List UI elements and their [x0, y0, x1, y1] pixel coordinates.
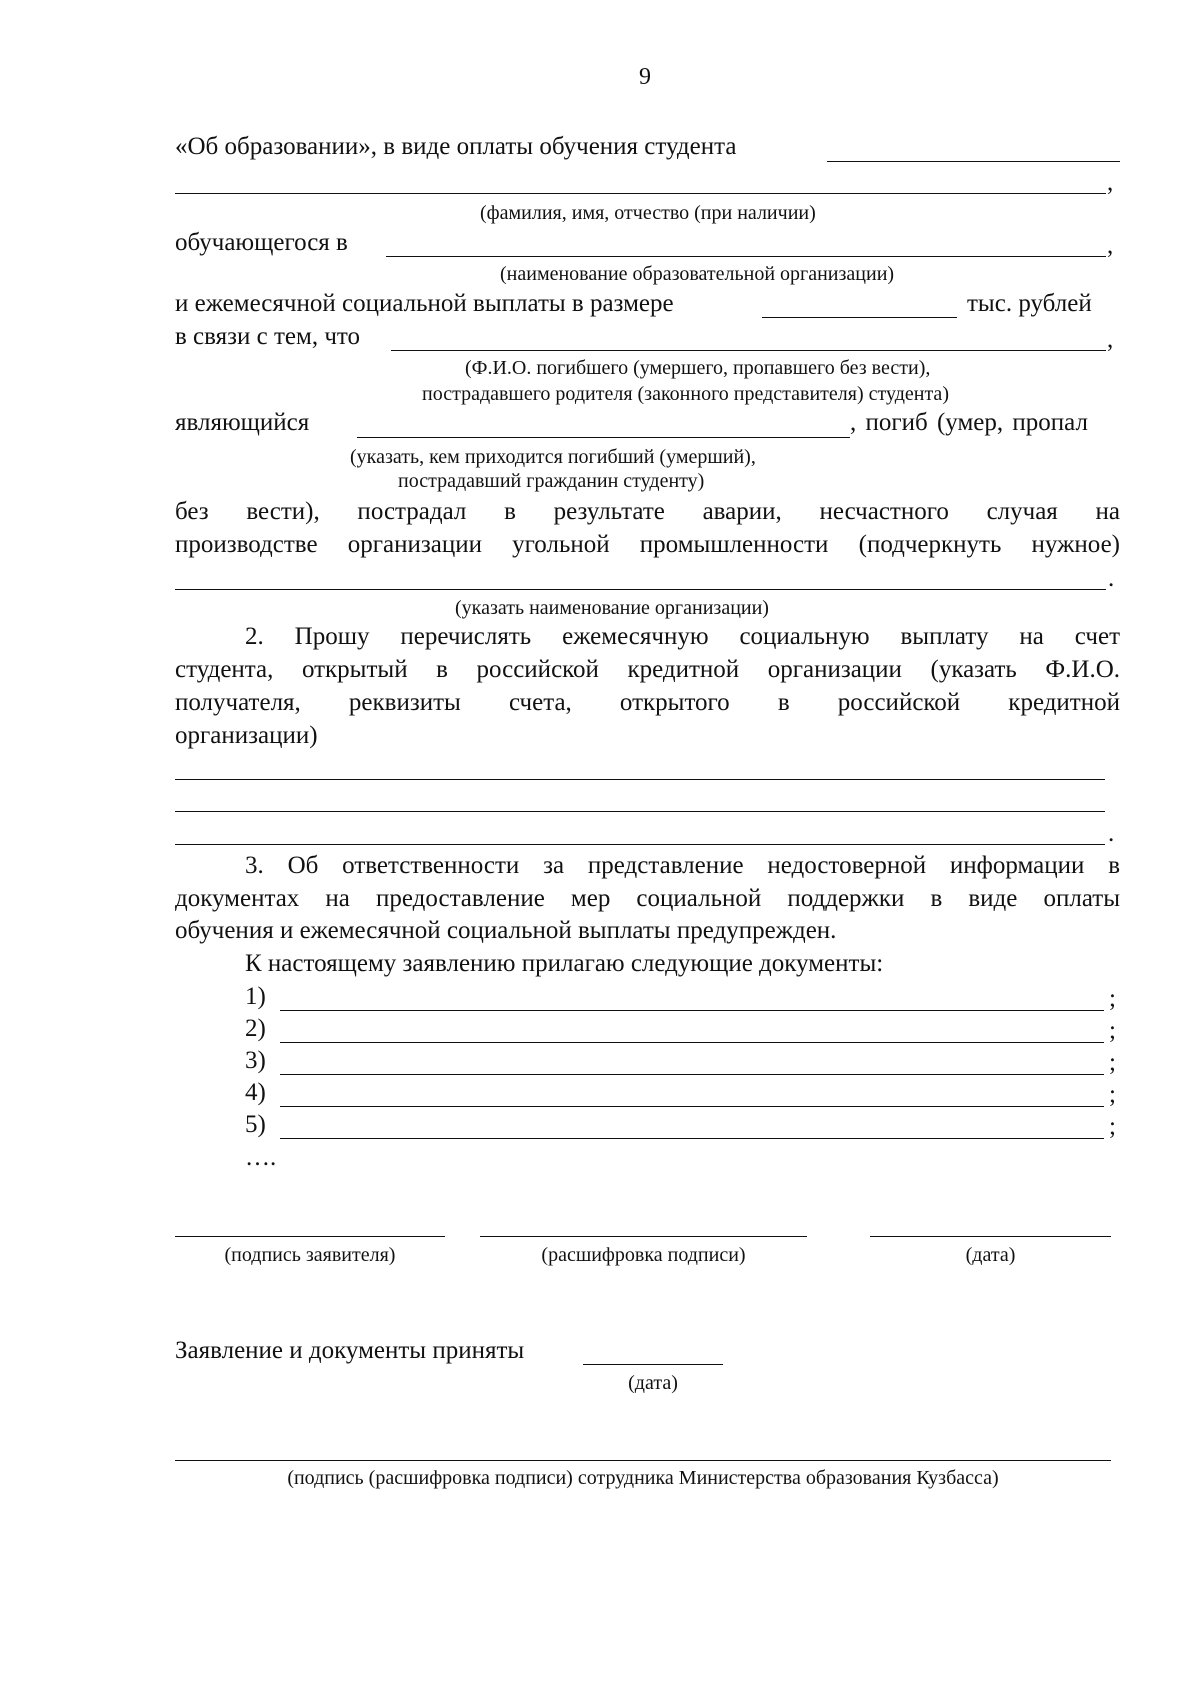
- item2-line-4: организации): [175, 722, 318, 749]
- org-name-field[interactable]: [386, 256, 1106, 257]
- caption-victim-2: пострадавшего родителя (законного представителя) студента): [422, 383, 949, 405]
- item2-line-3: получателя, реквизиты счета, открытого в российской кредитной: [175, 689, 1120, 716]
- relation-field[interactable]: [357, 437, 850, 438]
- reason-field[interactable]: [391, 350, 1106, 351]
- account-field-2[interactable]: [175, 811, 1105, 812]
- caption-relation-1: (указать, кем приходится погибший (умерший),: [350, 446, 756, 468]
- item3-line-2: документах на предоставление мер социальной поддержки в виде оплаты: [175, 885, 1120, 912]
- semicolon: ;: [1109, 1081, 1116, 1108]
- intro-line-1: «Об образовании», в виде оплаты обучения студента: [175, 133, 737, 160]
- semicolon: ;: [1109, 985, 1116, 1012]
- caption-applicant-signature: (подпись заявителя): [224, 1244, 396, 1266]
- item3-line-1: 3. Об ответственности за представление недостоверной информации в: [245, 852, 1120, 879]
- student-name-field-b[interactable]: [175, 193, 1106, 194]
- account-field-3[interactable]: [175, 844, 1105, 845]
- comma: ,: [1107, 326, 1114, 353]
- attachment-field-3[interactable]: [280, 1074, 1104, 1075]
- page-number: 9: [639, 64, 651, 90]
- attachment-number-4: 4): [245, 1079, 266, 1106]
- account-field-1[interactable]: [175, 779, 1105, 780]
- applicant-signature-field[interactable]: [175, 1236, 445, 1237]
- semicolon: ;: [1109, 1017, 1116, 1044]
- acceptance-date-field[interactable]: [583, 1364, 723, 1365]
- caption-company: (указать наименование организации): [455, 597, 769, 619]
- caption-signature-decoding: (расшифровка подписи): [541, 1244, 746, 1266]
- caption-fio: (фамилия, имя, отчество (при наличии): [480, 202, 816, 224]
- intro-line-2: обучающегося в: [175, 229, 348, 256]
- attachment-field-2[interactable]: [280, 1042, 1104, 1043]
- company-name-field[interactable]: [175, 589, 1106, 590]
- item3-line-3: обучения и ежемесячной социальной выплаты предупрежден.: [175, 917, 837, 944]
- attachment-number-1: 1): [245, 983, 266, 1010]
- caption-signature-date: (дата): [965, 1244, 1016, 1266]
- ellipsis: ….: [245, 1144, 277, 1171]
- comma: ,: [1107, 169, 1114, 196]
- semicolon: ;: [1109, 1049, 1116, 1076]
- attachment-number-5: 5): [245, 1111, 266, 1138]
- caption-org: (наименование образовательной организации): [500, 263, 895, 285]
- caption-acceptance-date: (дата): [628, 1372, 678, 1394]
- signature-date-field[interactable]: [870, 1236, 1111, 1237]
- period: .: [1108, 820, 1115, 847]
- intro-line-4: в связи с тем, что: [175, 323, 360, 350]
- attachment-field-4[interactable]: [280, 1106, 1104, 1107]
- acceptance-text: Заявление и документы приняты: [175, 1337, 525, 1364]
- attachment-field-5[interactable]: [280, 1138, 1104, 1139]
- amount-field[interactable]: [762, 317, 957, 318]
- intro-line-7: производстве организации угольной промышленности (подчеркнуть нужное): [175, 531, 1120, 558]
- intro-line-3a: и ежемесячной социальной выплаты в размере: [175, 290, 674, 317]
- intro-line-5b: , погиб (умер, пропал: [850, 409, 1088, 436]
- intro-line-6: без вести), пострадал в результате аварии, несчастного случая на: [175, 498, 1120, 525]
- employee-signature-field[interactable]: [175, 1460, 1111, 1461]
- intro-line-5a: являющийся: [175, 409, 310, 436]
- caption-employee-signature: (подпись (расшифровка подписи) сотрудника Министерства образования Кузбасса): [287, 1467, 999, 1489]
- item2-line-1: 2. Прошу перечислять ежемесячную социальную выплату на счет: [245, 623, 1120, 650]
- caption-victim-1: (Ф.И.О. погибшего (умершего, пропавшего без вести),: [465, 357, 931, 379]
- student-name-field-a[interactable]: [827, 161, 1120, 162]
- period: .: [1108, 565, 1115, 592]
- attachment-number-2: 2): [245, 1015, 266, 1042]
- attachment-number-3: 3): [245, 1047, 266, 1074]
- semicolon: ;: [1109, 1113, 1116, 1140]
- signature-decoding-field[interactable]: [480, 1236, 807, 1237]
- intro-line-3b: тыс. рублей: [967, 290, 1092, 317]
- caption-relation-2: пострадавший гражданин студенту): [398, 470, 705, 492]
- attachment-field-1[interactable]: [280, 1010, 1104, 1011]
- attachments-intro: К настоящему заявлению прилагаю следующие документы:: [245, 950, 884, 977]
- item2-line-2: студента, открытый в российской кредитной организации (указать Ф.И.О.: [175, 656, 1120, 683]
- comma: ,: [1107, 232, 1114, 259]
